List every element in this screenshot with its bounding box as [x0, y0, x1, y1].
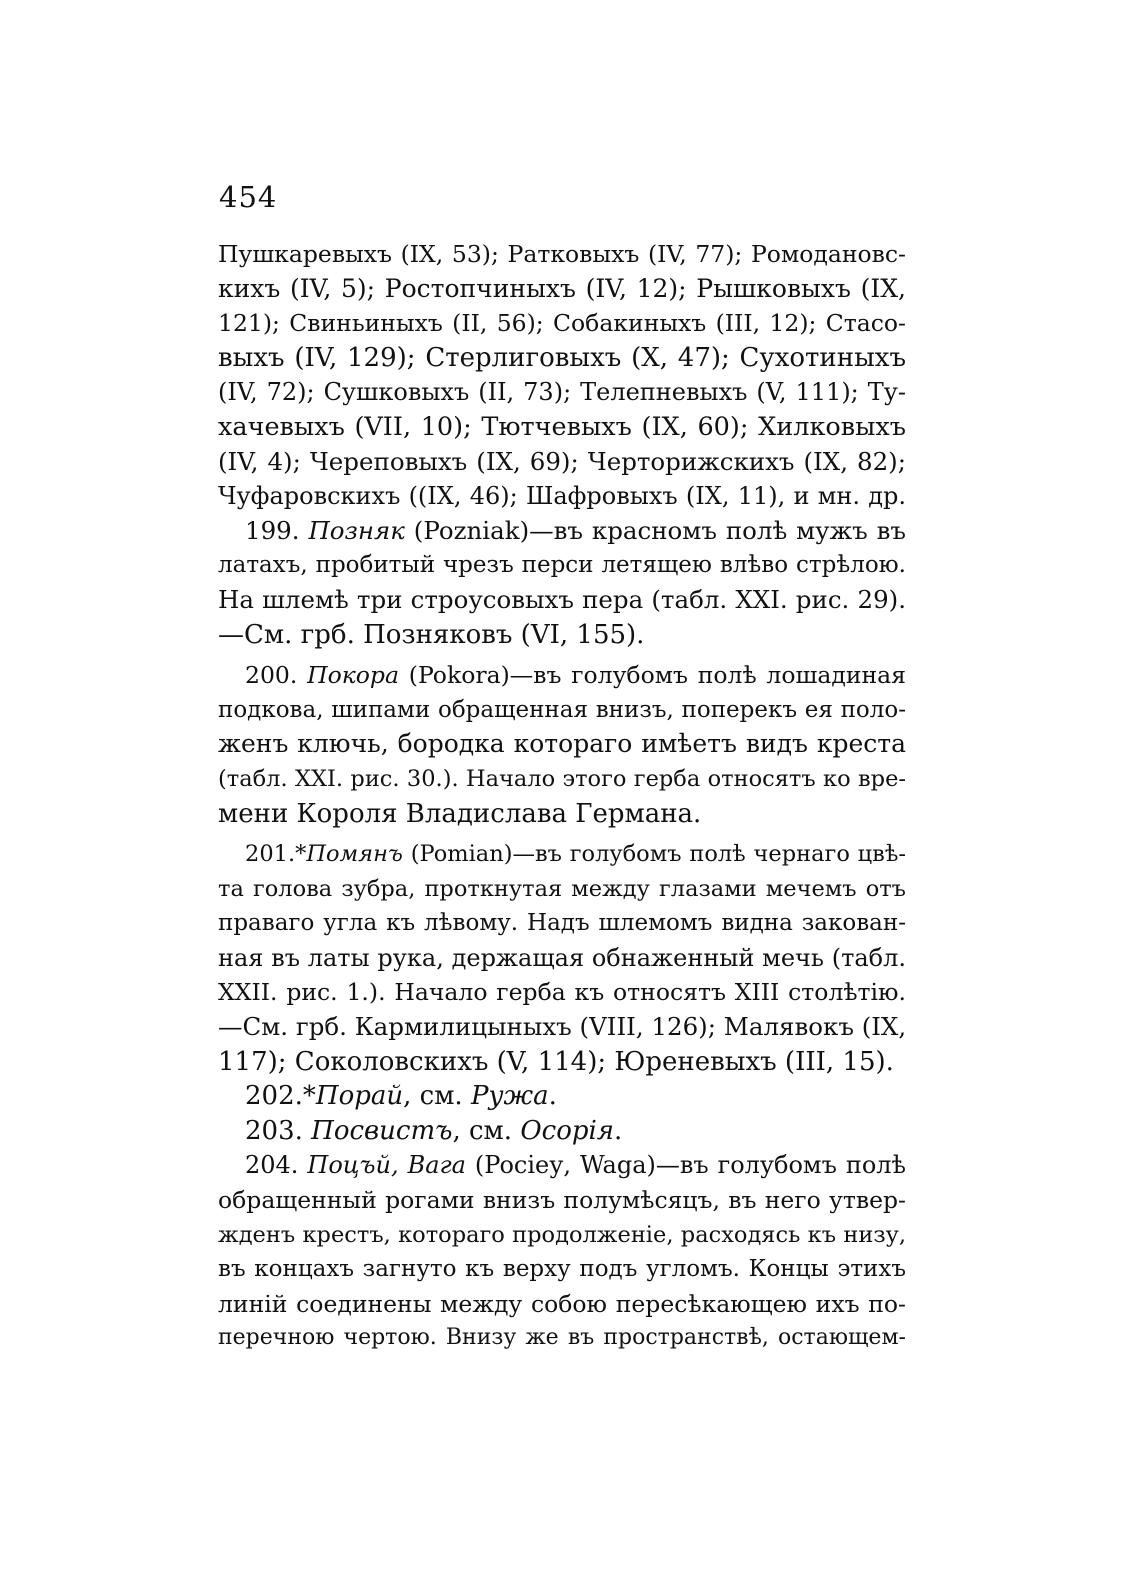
entry-title: Покора [307, 661, 399, 690]
text-line: На шлемѣ три строусовыхъ пера (табл. XXI. рис. 29). [218, 584, 906, 614]
text-line: выхъ (IV, 129); Стерлиговыхъ (X, 47); Сухотиныхъ [218, 342, 906, 373]
text-line: ная въ латы рука, держащая обнаженный мечь (табл. [218, 943, 906, 972]
entry-202-heading: 202.*Порай, см. Ружа. [245, 1081, 557, 1112]
text-line: (табл. XXI. рис. 30.). Начало этого герба относятъ ко вре- [218, 765, 906, 792]
cross-reference: Осорія [520, 1115, 615, 1146]
entry-199-heading: 199. Позняк (Pozniak)—въ красномъ полѣ мужъ въ [245, 515, 906, 545]
text-body [218, 237, 906, 1356]
entry-title: Порай [315, 1081, 404, 1112]
entry-201-heading: 201.*Помянъ (Pomian)—въ голубомъ полѣ чернаго цвѣ- [245, 841, 906, 868]
page-number: 454 [219, 180, 278, 214]
text-line: (IV, 72); Сушковыхъ (II, 73); Телепневыхъ (V, 111); Ту- [218, 378, 906, 407]
entry-203-heading: 203. Посвистъ, см. Осорія. [245, 1115, 623, 1146]
text-line: перечною чертою. Внизу же въ пространствѣ, остающем- [218, 1325, 906, 1351]
text-line: жденъ крестъ, котораго продолженіе, расходясь къ низу, [218, 1221, 906, 1248]
text-line: XXII. рис. 1.). Начало герба къ относятъ XIII столѣтію. [218, 978, 906, 1007]
entry-title: Посвистъ [311, 1115, 453, 1146]
text-line: линій соединены между собою пересѣкающею ихъ по- [218, 1289, 906, 1318]
text-line: праваго угла къ лѣвому. Надъ шлемомъ видна закован- [218, 910, 906, 937]
text-line: —См. грб. Позняковъ (VI, 155). [218, 619, 645, 650]
text-line: обращенный рогами внизъ полумѣсяцъ, въ него утвер- [218, 1186, 906, 1215]
text-line: кихъ (IV, 5); Ростопчиныхъ (IV, 12); Рышковыхъ (IX, [218, 273, 906, 303]
text-line: Чуфаровскихъ ((IX, 46); Шафровыхъ (IX, 11), и мн. др. [218, 482, 906, 511]
text-line: Пушкаревыхъ (IX, 53); Ратковыхъ (IV, 77); Ромодановс- [218, 240, 906, 268]
entry-title: Помянъ [306, 841, 403, 868]
cross-reference: Ружа [470, 1081, 549, 1112]
entry-title: Поцъй, Вага [307, 1151, 466, 1180]
text-line: женъ ключь, бородка котораго имѣетъ видъ креста [218, 729, 906, 759]
text-line: въ концахъ загнуто къ верху подъ угломъ. Концы этихъ [218, 1256, 906, 1283]
entry-title: Позняк [308, 515, 405, 545]
text-line: —См. грб. Кармилицыныхъ (VIII, 126); Малявокъ (IX, [218, 1012, 907, 1042]
text-line: хачевыхъ (VII, 10); Тютчевыхъ (IX, 60); Хилковыхъ [218, 411, 906, 442]
entry-200-heading: 200. Покора (Pokora)—въ голубомъ полѣ лошадиная [245, 661, 906, 690]
text-line: та голова зубра, проткнутая между глазами мечемъ отъ [218, 875, 906, 902]
text-line: латахъ, пробитый чрезъ перси летящею влѣво стрѣлою. [218, 552, 906, 579]
text-line: подкова, шипами обращенная внизъ, поперекъ ея поло- [218, 696, 906, 723]
text-line: мени Короля Владислава Германа. [218, 798, 702, 829]
text-line: (IV, 4); Череповыхъ (IX, 69); Черторижскихъ (IX, 82); [218, 446, 906, 476]
text-line: 117); Соколовскихъ (V, 114); Юреневыхъ (III, 15). [218, 1046, 894, 1077]
entry-204-heading: 204. Поцъй, Вага (Pocieу, Waga)—въ голубомъ полѣ [245, 1151, 906, 1180]
text-line: 121); Свиньиныхъ (II, 56); Собакиныхъ (III, 12); Стасо- [218, 309, 906, 338]
